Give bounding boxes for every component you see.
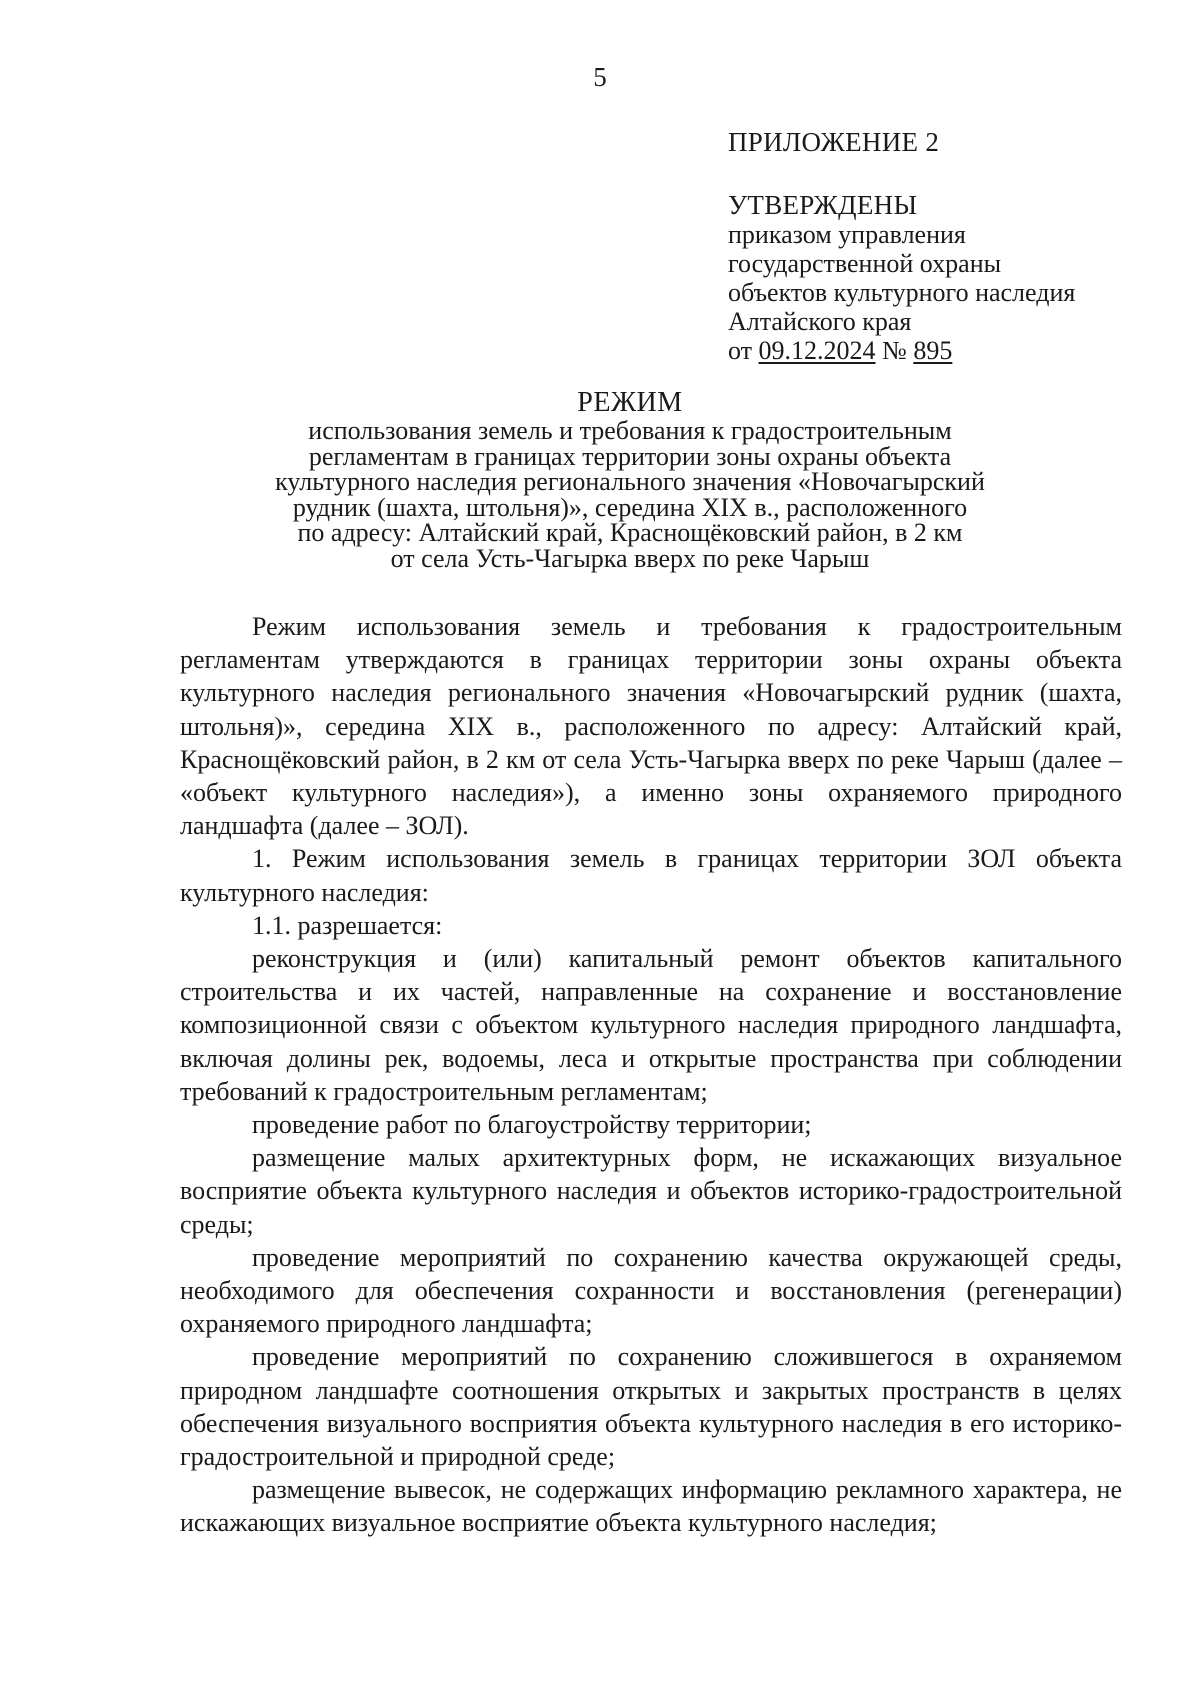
order-date: 09.12.2024 [758, 336, 876, 365]
paragraph-item: проведение работ по благоустройству территории; [252, 1110, 812, 1140]
order-line: приказом управления [728, 220, 966, 249]
appendix-label: ПРИЛОЖЕНИЕ 2 [728, 127, 940, 157]
paragraph-item: размещение вывесок, не содержащих информацию рекламного характера, не искажающих визуальное восприятие объекта культурного наследия; [180, 1475, 1122, 1538]
order-line: Алтайского края [728, 307, 912, 336]
page-number: 5 [593, 62, 607, 92]
title-line: использования земель и требования к градостроительным [308, 416, 952, 445]
title-line: по адресу: Алтайский край, Краснощёковский район, в 2 км [297, 518, 963, 547]
document-body [180, 610, 1122, 1540]
number-sign: № [875, 336, 914, 365]
paragraph-item: проведение мероприятий по сохранению сложившегося в охраняемом природном ландшафте соотношения открытых и закрытых пространств в целях обеспечения визуального восприятия объекта культурного наследия в его историко-градостроительной и природной среде; [180, 1342, 1122, 1472]
title-line: регламентам в границах территории зоны охраны объекта [308, 441, 952, 471]
order-line: объектов культурного наследия [728, 278, 1076, 307]
order-date-number [728, 336, 1148, 365]
paragraph-intro: Режим использования земель и требования к градостроительным регламентам утверждаются в границах территории зоны охраны объекта культурного наследия регионального значения «Новочагырский рудник (шахта, штольня)», середина XIX в., расположенного по адресу: Алтайский край, Краснощёковский район, в 2 км от села Усть-Чагырка вверх по реке Чарыш (далее – «объект культурного наследия»), а именно зоны охраняемого природного ландшафта (далее – ЗОЛ). [180, 612, 1122, 841]
date-prefix: от [728, 336, 759, 365]
paragraph-section-1: 1. Режим использования земель в границах территории ЗОЛ объекта культурного наследия: [180, 844, 1122, 907]
approval-block [728, 128, 1148, 365]
document-title [200, 388, 1060, 571]
title-line: рудник (шахта, штольня)», середина XIX в., расположенного [292, 492, 968, 522]
title-line: от села Усть-Чагырка вверх по реке Чарыш [390, 543, 870, 573]
paragraph-subsection-1-1: 1.1. разрешается: [252, 910, 443, 940]
approved-label: УТВЕРЖДЕНЫ [728, 190, 918, 220]
paragraph-item: реконструкция и (или) капитальный ремонт объектов капитального строительства и их частей, направленные на сохранение и восстановление композиционной связи с объектом культурного наследия природного ландшафта, включая долины рек, водоемы, леса и открытые пространства при соблюдении требований к градостроительным регламентам; [180, 944, 1122, 1106]
paragraph-item: размещение малых архитектурных форм, не искажающих визуальное восприятие объекта культурного наследия и объектов историко-градостроительной среды; [180, 1143, 1122, 1239]
title-line: культурного наследия регионального значения «Новочагырский [275, 467, 985, 496]
paragraph-item: проведение мероприятий по сохранению качества окружающей среды, необходимого для обеспечения сохранности и восстановления (регенерации) охраняемого природного ландшафта; [180, 1242, 1122, 1339]
title-heading: РЕЖИМ [577, 387, 683, 418]
order-line: государственной охраны [728, 249, 1002, 278]
order-number: 895 [913, 336, 953, 365]
